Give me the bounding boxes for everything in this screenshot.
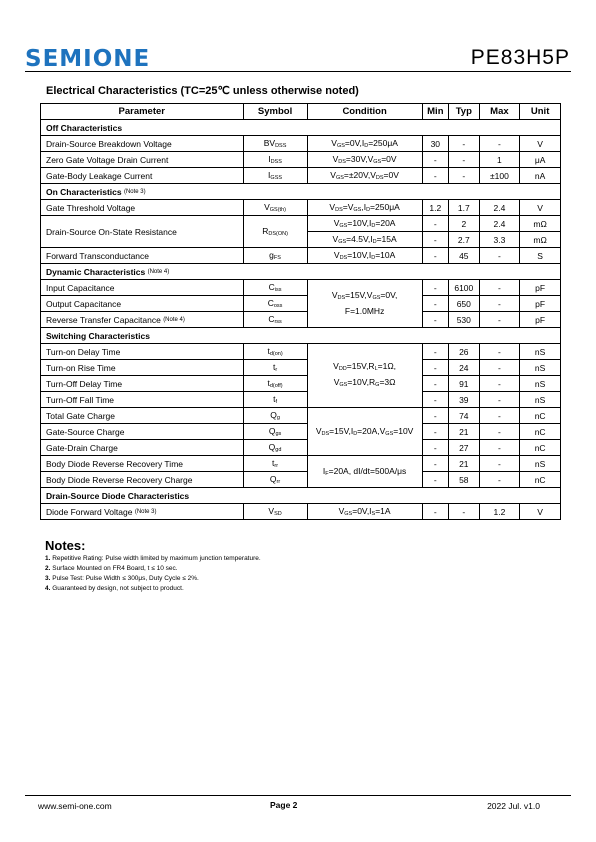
min-cell: -	[422, 392, 448, 408]
table-header-row	[41, 104, 561, 120]
typ-cell: 27	[449, 440, 480, 456]
group-off: Off Characteristics	[41, 120, 561, 136]
table-row	[41, 200, 561, 216]
unit-cell: nS	[520, 360, 561, 376]
condition-cell: $V_{DS}=15V,V_{GS}=0V$, F=1.0MHz	[307, 280, 422, 328]
max-cell: -	[479, 344, 520, 360]
typ-cell: 6100	[449, 280, 480, 296]
unit-cell: nS	[520, 392, 561, 408]
unit-cell: V	[520, 136, 561, 152]
notes-title: Notes:	[45, 538, 86, 553]
condition-cell: $V_{DS}=10V,I_D=10A$	[307, 248, 422, 264]
unit-cell: V	[520, 200, 561, 216]
group-row	[41, 184, 561, 200]
param-cell: Body Diode Reverse Recovery Charge	[41, 472, 244, 488]
condition-cell: $V_{GS}=0V,I_D=250\mu A$	[307, 136, 422, 152]
section-title: Electrical Characteristics (TC=25℃ unless otherwise noted)	[46, 85, 359, 97]
min-cell: -	[422, 216, 448, 232]
table-row	[41, 280, 561, 296]
param-cell: Drain-Source On-State Resistance	[41, 216, 244, 248]
table-row	[41, 408, 561, 424]
param-cell: Gate-Body Leakage Current	[41, 168, 244, 184]
unit-cell: V	[520, 504, 561, 520]
footer-version: 2022 Jul. v1.0	[487, 801, 540, 811]
min-cell: -	[422, 376, 448, 392]
unit-cell: mΩ	[520, 232, 561, 248]
group-row	[41, 328, 561, 344]
table-row	[41, 376, 561, 392]
typ-cell: 45	[449, 248, 480, 264]
symbol-cell: $C_{rss}$	[243, 312, 307, 328]
symbol-cell: $C_{iss}$	[243, 280, 307, 296]
symbol-cell: $g_{FS}$	[243, 248, 307, 264]
typ-cell: 26	[449, 344, 480, 360]
max-cell: -	[479, 248, 520, 264]
min-cell: -	[422, 504, 448, 520]
condition-cell: $V_{DS}=30V,V_{GS}=0V$	[307, 152, 422, 168]
symbol-cell: $t_r$	[243, 360, 307, 376]
typ-cell: 74	[449, 408, 480, 424]
unit-cell: pF	[520, 312, 561, 328]
param-cell: Reverse Transfer Capacitance $^{(Note 4)}$	[41, 312, 244, 328]
table-row	[41, 216, 561, 232]
table-row	[41, 296, 561, 312]
param-cell: Total Gate Charge	[41, 408, 244, 424]
unit-cell: nC	[520, 424, 561, 440]
min-cell: 30	[422, 136, 448, 152]
min-cell: -	[422, 440, 448, 456]
header-typ: Typ	[449, 104, 480, 120]
typ-cell: 21	[449, 424, 480, 440]
table-row	[41, 392, 561, 408]
unit-cell: nC	[520, 440, 561, 456]
param-cell: Forward Transconductance	[41, 248, 244, 264]
symbol-cell: $I_{GSS}$	[243, 168, 307, 184]
max-cell: -	[479, 456, 520, 472]
group-row	[41, 488, 561, 504]
header-unit: Unit	[520, 104, 561, 120]
table-row	[41, 136, 561, 152]
condition-cell: $V_{DS}=V_{GS},I_D=250\mu A$	[307, 200, 422, 216]
group-on: On Characteristics $^{(Note 3)}$	[41, 184, 561, 200]
note-item: 3. Pulse Test: Pulse Width ≤ 300μs, Duty Cycle ≤ 2%.	[45, 575, 199, 582]
param-cell: Turn-on Rise Time	[41, 360, 244, 376]
unit-cell: pF	[520, 296, 561, 312]
max-cell: -	[479, 312, 520, 328]
min-cell: -	[422, 152, 448, 168]
param-cell: Body Diode Reverse Recovery Time	[41, 456, 244, 472]
part-number: PE83H5P	[470, 46, 570, 69]
symbol-cell: $I_{DSS}$	[243, 152, 307, 168]
unit-cell: μA	[520, 152, 561, 168]
max-cell: 1	[479, 152, 520, 168]
typ-cell: 91	[449, 376, 480, 392]
param-cell: Gate-Source Charge	[41, 424, 244, 440]
min-cell: -	[422, 232, 448, 248]
max-cell: ±100	[479, 168, 520, 184]
header-divider	[25, 71, 571, 72]
table-row	[41, 344, 561, 360]
param-cell: Input Capacitance	[41, 280, 244, 296]
note-item: 1. Repetitive Rating: Pulse width limited by maximum junction temperature.	[45, 555, 261, 562]
condition-cell: $V_{GS}=\pm 20V,V_{DS}=0V$	[307, 168, 422, 184]
condition-cell: $V_{GS}=0V,I_S=1A$	[307, 504, 422, 520]
header-max: Max	[479, 104, 520, 120]
table-row	[41, 440, 561, 456]
min-cell: -	[422, 360, 448, 376]
unit-cell: mΩ	[520, 216, 561, 232]
symbol-cell: $V_{GS(th)}$	[243, 200, 307, 216]
param-cell: Turn-Off Delay Time	[41, 376, 244, 392]
note-item: 4. Guaranteed by design, not subject to product.	[45, 585, 184, 592]
max-cell: -	[479, 472, 520, 488]
param-cell: Turn-Off Fall Time	[41, 392, 244, 408]
symbol-cell: $t_{d(on)}$	[243, 344, 307, 360]
max-cell: -	[479, 424, 520, 440]
group-row	[41, 120, 561, 136]
min-cell: -	[422, 456, 448, 472]
unit-cell: nA	[520, 168, 561, 184]
condition-cell: $V_{GS}=4.5V,I_D=15A$	[307, 232, 422, 248]
typ-cell: 2.7	[449, 232, 480, 248]
typ-cell: 24	[449, 360, 480, 376]
max-cell: -	[479, 136, 520, 152]
typ-cell: 21	[449, 456, 480, 472]
unit-cell: nC	[520, 472, 561, 488]
min-cell: -	[422, 168, 448, 184]
group-diode: Drain-Source Diode Characteristics	[41, 488, 561, 504]
symbol-cell: $BV_{DSS}$	[243, 136, 307, 152]
max-cell: 2.4	[479, 200, 520, 216]
unit-cell: S	[520, 248, 561, 264]
condition-cell: $I_F=20A$, dI/dt=500A/μs	[307, 456, 422, 488]
header-symbol: Symbol	[243, 104, 307, 120]
company-logo: SEMIONE	[25, 46, 151, 72]
typ-cell: -	[449, 152, 480, 168]
max-cell: 1.2	[479, 504, 520, 520]
symbol-cell: $t_{d(off)}$	[243, 376, 307, 392]
symbol-cell: $Q_{gs}$	[243, 424, 307, 440]
param-cell: Output Capacitance	[41, 296, 244, 312]
param-cell: Diode Forward Voltage $^{(Note 3)}$	[41, 504, 244, 520]
electrical-characteristics-table	[40, 103, 561, 520]
table-row	[41, 312, 561, 328]
symbol-cell: $R_{DS(ON)}$	[243, 216, 307, 248]
max-cell: 3.3	[479, 232, 520, 248]
min-cell: -	[422, 408, 448, 424]
max-cell: -	[479, 280, 520, 296]
symbol-cell: $Q_{gd}$	[243, 440, 307, 456]
symbol-cell: $t_f$	[243, 392, 307, 408]
param-cell: Gate-Drain Charge	[41, 440, 244, 456]
symbol-cell: $t_{rr}$	[243, 456, 307, 472]
param-cell: Drain-Source Breakdown Voltage	[41, 136, 244, 152]
max-cell: -	[479, 408, 520, 424]
min-cell: 1.2	[422, 200, 448, 216]
header-min: Min	[422, 104, 448, 120]
min-cell: -	[422, 344, 448, 360]
min-cell: -	[422, 280, 448, 296]
typ-cell: -	[449, 504, 480, 520]
param-cell: Zero Gate Voltage Drain Current	[41, 152, 244, 168]
typ-cell: 39	[449, 392, 480, 408]
header-condition: Condition	[307, 104, 422, 120]
table-row	[41, 472, 561, 488]
unit-cell: nS	[520, 344, 561, 360]
condition-cell: $V_{DD}=15V,R_L=1\Omega$, $V_{GS}=10V,R_G=3\Omega$	[307, 344, 422, 408]
typ-cell: 530	[449, 312, 480, 328]
group-row	[41, 264, 561, 280]
table-row	[41, 504, 561, 520]
footer-page-number: Page 2	[270, 800, 298, 810]
typ-cell: -	[449, 136, 480, 152]
condition-cell: $V_{DS}=15V,I_D=20A,V_{GS}=10V$	[307, 408, 422, 456]
typ-cell: 650	[449, 296, 480, 312]
table-row	[41, 456, 561, 472]
typ-cell: 2	[449, 216, 480, 232]
table-row	[41, 424, 561, 440]
typ-cell: 1.7	[449, 200, 480, 216]
unit-cell: pF	[520, 280, 561, 296]
footer-divider	[25, 795, 571, 796]
min-cell: -	[422, 296, 448, 312]
symbol-cell: $Q_g$	[243, 408, 307, 424]
table-row	[41, 360, 561, 376]
condition-cell: $V_{GS}=10V,I_D=20A$	[307, 216, 422, 232]
unit-cell: nS	[520, 456, 561, 472]
max-cell: -	[479, 360, 520, 376]
note-item: 2. Surface Mounted on FR4 Board, t ≤ 10 sec.	[45, 565, 178, 572]
footer-website: www.semi-one.com	[38, 801, 112, 811]
symbol-cell: $Q_{rr}$	[243, 472, 307, 488]
min-cell: -	[422, 472, 448, 488]
table-row	[41, 248, 561, 264]
symbol-cell: $V_{SD}$	[243, 504, 307, 520]
min-cell: -	[422, 248, 448, 264]
notes-list	[45, 554, 261, 594]
min-cell: -	[422, 424, 448, 440]
unit-cell: nC	[520, 408, 561, 424]
header-parameter: Parameter	[41, 104, 244, 120]
typ-cell: 58	[449, 472, 480, 488]
group-dynamic: Dynamic Characteristics $^{(Note 4)}$	[41, 264, 561, 280]
typ-cell: -	[449, 168, 480, 184]
max-cell: -	[479, 392, 520, 408]
max-cell: -	[479, 440, 520, 456]
min-cell: -	[422, 312, 448, 328]
param-cell: Gate Threshold Voltage	[41, 200, 244, 216]
group-switching: Switching Characteristics	[41, 328, 561, 344]
param-cell: Turn-on Delay Time	[41, 344, 244, 360]
max-cell: 2.4	[479, 216, 520, 232]
table-row	[41, 152, 561, 168]
unit-cell: nS	[520, 376, 561, 392]
max-cell: -	[479, 376, 520, 392]
symbol-cell: $C_{oss}$	[243, 296, 307, 312]
table-row	[41, 168, 561, 184]
max-cell: -	[479, 296, 520, 312]
